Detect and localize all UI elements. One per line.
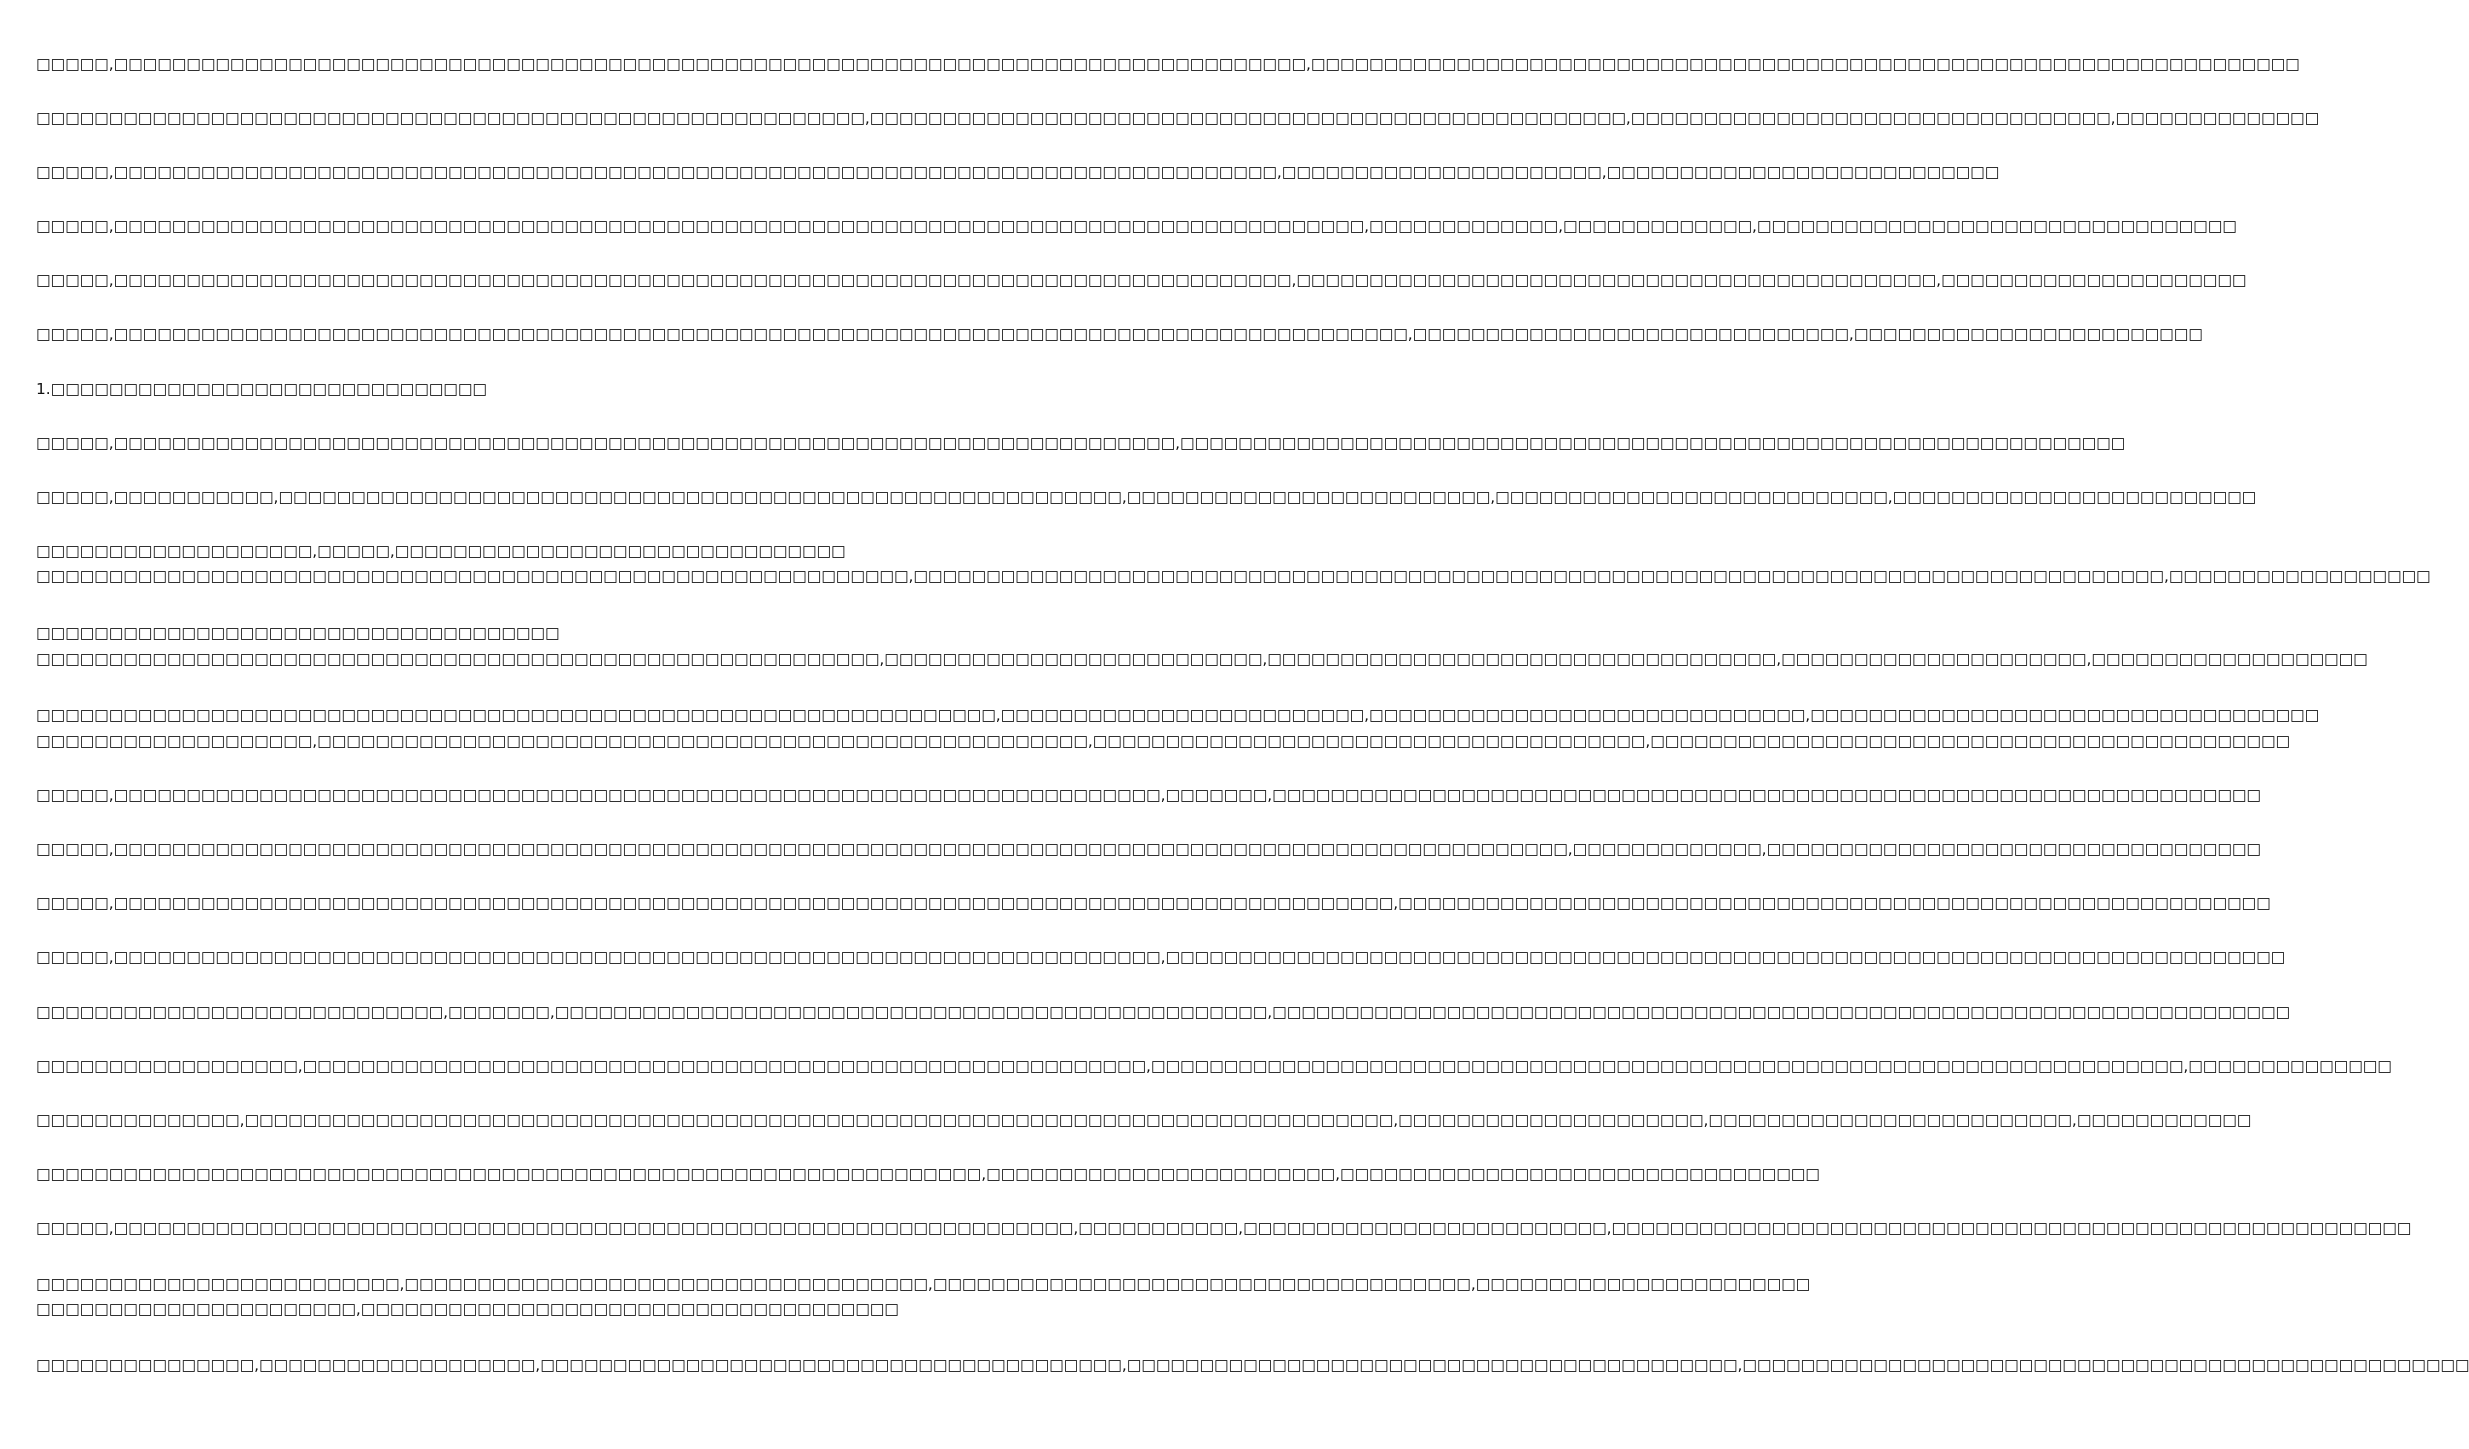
- text-line: □□□□□□□□□□□□□□□□□□□□□□□□□□□□□□□□□□□□: [36, 624, 560, 642]
- text-line: □□□□□□□□□□□□□□□□□□□□□□□□□□□□□□□□□□□□□□□□□□□□□□□□□□□□□□□□□□□□,□□□□□□□□□□□□□□□□□□□□□□□□□□□□□□□□□□□□□□□□□□□□□□□□□□□□□□□□□□□□□□□□□□□□□□□□□□□□□□□□□□□□□□,□□□□□□□□□□□□□□□□□□: [36, 567, 2431, 585]
- text-line: □□□□□,□□□□□□□□□□□□□□□□□□□□□□□□□□□□□□□□□□□□□□□□□□□□□□□□□□□□□□□□□□□□□□□□□□□□□□□□□□□□□□□□□□□□□□□□□□□□□□□□□□□□,□□□□□□□□□□□□□,□□□□□□□□□□□□□□□□□□□□□□□□□□□□□□□□□□: [36, 840, 2261, 858]
- text-line: □□□□□,□□□□□□□□□□□□□□□□□□□□□□□□□□□□□□□□□□□□□□□□□□□□□□□□□□□□□□□□□□□□□□□□□□□□□□□□□□□□□□□□□□,□□□□□□□□□□□□□□□□□□□□□□□□□□□□□□□□□□□□□□□□□□□□□□□□□□□□□□□□□□□□□□□□□□□□: [36, 55, 2300, 73]
- text-line: □□□□□,□□□□□□□□□□□□□□□□□□□□□□□□□□□□□□□□□□□□□□□□□□□□□□□□□□□□□□□□□□□□□□□□□□□□□□□□□□□□□□□□,□□□□□□□□□□□□□□□□□□□□□□,□□□□□□□□□□□□□□□□□□□□□□□□□□□: [36, 163, 2000, 181]
- text-line: □□□□□□□□□□□□□□□□□□□□□□□□□□□□□□□□□□□□□□□□□□□□□□□□□□□□□□□□□□,□□□□□□□□□□□□□□□□□□□□□□□□□□,□□□□□□□□□□□□□□□□□□□□□□□□□□□□□□□□□□□,□□□□□□□□□□□□□□□□□□□□□,□□□□□□□□□□□□□□□□□□□: [36, 650, 2368, 668]
- text-line: □□□□□□□□□□□□□□□□□□,□□□□□□□□□□□□□□□□□□□□□□□□□□□□□□□□□□□□□□□□□□□□□□□□□□□□□□□□□□,□□□□□□□□□□□□□□□□□□□□□□□□□□□□□□□□□□□□□□□□□□□□□□□□□□□□□□□□□□□□□□□□□□□□□□□,□□□□□□□□□□□□□□: [36, 1057, 2392, 1075]
- text-line: □□□□□,□□□□□□□□□□□□□□□□□□□□□□□□□□□□□□□□□□□□□□□□□□□□□□□□□□□□□□□□□□□□□□□□□□□□□□□□,□□□□□□□□□□□□□□□□□□□□□□□□□□□□□□□□□□□□□□□□□□□□□□□□□□□□□□□□□□□□□□□□□□□□□□□□□□□□□: [36, 948, 2286, 966]
- text-line: □□□□□,□□□□□□□□□□□□□□□□□□□□□□□□□□□□□□□□□□□□□□□□□□□□□□□□□□□□□□□□□□□□□□□□□□□□□□□□□□□□□□□□□,□□□□□□□□□□□□□□□□□□□□□□□□□□□□□□□□□□□□□□□□□□□□,□□□□□□□□□□□□□□□□□□□□□: [36, 271, 2247, 289]
- text-line: □□□□□□□□□□□□□□□□□□□□□□□□□,□□□□□□□□□□□□□□□□□□□□□□□□□□□□□□□□□□□□,□□□□□□□□□□□□□□□□□□□□□□□□□□□□□□□□□□□□□,□□□□□□□□□□□□□□□□□□□□□□□: [36, 1275, 1811, 1293]
- text-line: □□□□□,□□□□□□□□□□□,□□□□□□□□□□□□□□□□□□□□□□□□□□□□□□□□□□□□□□□□□□□□□□□□□□□□□□□□□□,□□□□□□□□□□□□□□□□□□□□□□□□□,□□□□□□□□□□□□□□□□□□□□□□□□□□□,□□□□□□□□□□□□□□□□□□□□□□□□□: [36, 488, 2257, 506]
- section-heading: 1.□□□□□□□□□□□□□□□□□□□□□□□□□□□□□□: [36, 380, 487, 398]
- text-line: □□□□□□□□□□□□□□□□□□□,□□□□□□□□□□□□□□□□□□□□□□□□□□□□□□□□□□□□□□□□□□□□□□□□□□□□□,□□□□□□□□□□□□□□□□□□□□□□□□□□□□□□□□□□□□□□,□□□□□□□□□□□□□□□□□□□□□□□□□□□□□□□□□□□□□□□□□□□□: [36, 732, 2291, 750]
- text-line: □□□□□,□□□□□□□□□□□□□□□□□□□□□□□□□□□□□□□□□□□□□□□□□□□□□□□□□□□□□□□□□□□□□□□□□□□□□□□□□□□□□□□□□□□□□□□□□,□□□□□□□□□□□□□□□□□□□□□□□□□□□□□□,□□□□□□□□□□□□□□□□□□□□□□□□: [36, 325, 2203, 343]
- text-line: □□□□□,□□□□□□□□□□□□□□□□□□□□□□□□□□□□□□□□□□□□□□□□□□□□□□□□□□□□□□□□□□□□□□□□□□□□□□□□,□□□□□□□,□□□□□□□□□□□□□□□□□□□□□□□□□□□□□□□□□□□□□□□□□□□□□□□□□□□□□□□□□□□□□□□□□□□□: [36, 786, 2261, 804]
- text-line: □□□□□,□□□□□□□□□□□□□□□□□□□□□□□□□□□□□□□□□□□□□□□□□□□□□□□□□□□□□□□□□□□□□□□□□□□□□□□□□□□□□□□□□□□□□□,□□□□□□□□□□□□□,□□□□□□□□□□□□□,□□□□□□□□□□□□□□□□□□□□□□□□□□□□□□□□□: [36, 217, 2237, 235]
- text-line: □□□□□□□□□□□□□□□□□□□,□□□□□,□□□□□□□□□□□□□□□□□□□□□□□□□□□□□□□: [36, 542, 846, 560]
- text-line: □□□□□□□□□□□□□□□,□□□□□□□□□□□□□□□□□□□,□□□□□□□□□□□□□□□□□□□□□□□□□□□□□□□□□□□□□□□□,□□□□□□□□□□□□□□□□□□□□□□□□□□□□□□□□□□□□□□□□□□,□□□□□□□□□□□□□□□□□□□□□□□□□□□□□□□□□□□□□□□□□□□□□□□□□□: [36, 1356, 2469, 1374]
- text-line: □□□□□□□□□□□□□□□□□□□□□□□□□□□□□□□□□□□□□□□□□□□□□□□□□□□□□□□□□,□□□□□□□□□□□□□□□□□□□□□□□□□□□□□□□□□□□□□□□□□□□□□□□□□□□□,□□□□□□□□□□□□□□□□□□□□□□□□□□□□□□□□□,□□□□□□□□□□□□□□: [36, 109, 2320, 127]
- text-line: □□□□□□□□□□□□□□□□□□□□□□□□□□□□□□□□□□□□□□□□□□□□□□□□□□□□□□□□□□□□□□□□□□,□□□□□□□□□□□□□□□□□□□□□□□□□,□□□□□□□□□□□□□□□□□□□□□□□□□□□□□□,□□□□□□□□□□□□□□□□□□□□□□□□□□□□□□□□□□□: [36, 706, 2320, 724]
- text-line: □□□□□,□□□□□□□□□□□□□□□□□□□□□□□□□□□□□□□□□□□□□□□□□□□□□□□□□□□□□□□□□□□□□□□□□□□□□□□□□,□□□□□□□□□□□□□□□□□□□□□□□□□□□□□□□□□□□□□□□□□□□□□□□□□□□□□□□□□□□□□□□□□: [36, 434, 2126, 452]
- text-line: □□□□□□□□□□□□□□,□□□□□□□□□□□□□□□□□□□□□□□□□□□□□□□□□□□□□□□□□□□□□□□□□□□□□□□□□□□□□□□□□□□□□□□□□□□□□□□,□□□□□□□□□□□□□□□□□□□□□,□□□□□□□□□□□□□□□□□□□□□□□□□,□□□□□□□□□□□□: [36, 1111, 2252, 1129]
- text-line: □□□□□,□□□□□□□□□□□□□□□□□□□□□□□□□□□□□□□□□□□□□□□□□□□□□□□□□□□□□□□□□□□□□□□□□□□□□□□□□□□□□□□□□□□□□□□□,□□□□□□□□□□□□□□□□□□□□□□□□□□□□□□□□□□□□□□□□□□□□□□□□□□□□□□□□□□□□: [36, 894, 2271, 912]
- text-line: □□□□□□□□□□□□□□□□□□□□□□□□□□□□,□□□□□□□,□□□□□□□□□□□□□□□□□□□□□□□□□□□□□□□□□□□□□□□□□□□□□□□□□,□□□□□□□□□□□□□□□□□□□□□□□□□□□□□□□□□□□□□□□□□□□□□□□□□□□□□□□□□□□□□□□□□□□□□□: [36, 1003, 2291, 1021]
- text-line: □□□□□,□□□□□□□□□□□□□□□□□□□□□□□□□□□□□□□□□□□□□□□□□□□□□□□□□□□□□□□□□□□□□□□□□□,□□□□□□□□□□□,□□□□□□□□□□□□□□□□□□□□□□□□□,□□□□□□□□□□□□□□□□□□□□□□□□□□□□□□□□□□□□□□□□□□□□□□□□□□□□□□□: [36, 1219, 2412, 1237]
- text-line: □□□□□□□□□□□□□□□□□□□□□□□□□□□□□□□□□□□□□□□□□□□□□□□□□□□□□□□□□□□□□□□□□,□□□□□□□□□□□□□□□□□□□□□□□□,□□□□□□□□□□□□□□□□□□□□□□□□□□□□□□□□□: [36, 1165, 1820, 1183]
- text-line: □□□□□□□□□□□□□□□□□□□□□□,□□□□□□□□□□□□□□□□□□□□□□□□□□□□□□□□□□□□□: [36, 1300, 899, 1318]
